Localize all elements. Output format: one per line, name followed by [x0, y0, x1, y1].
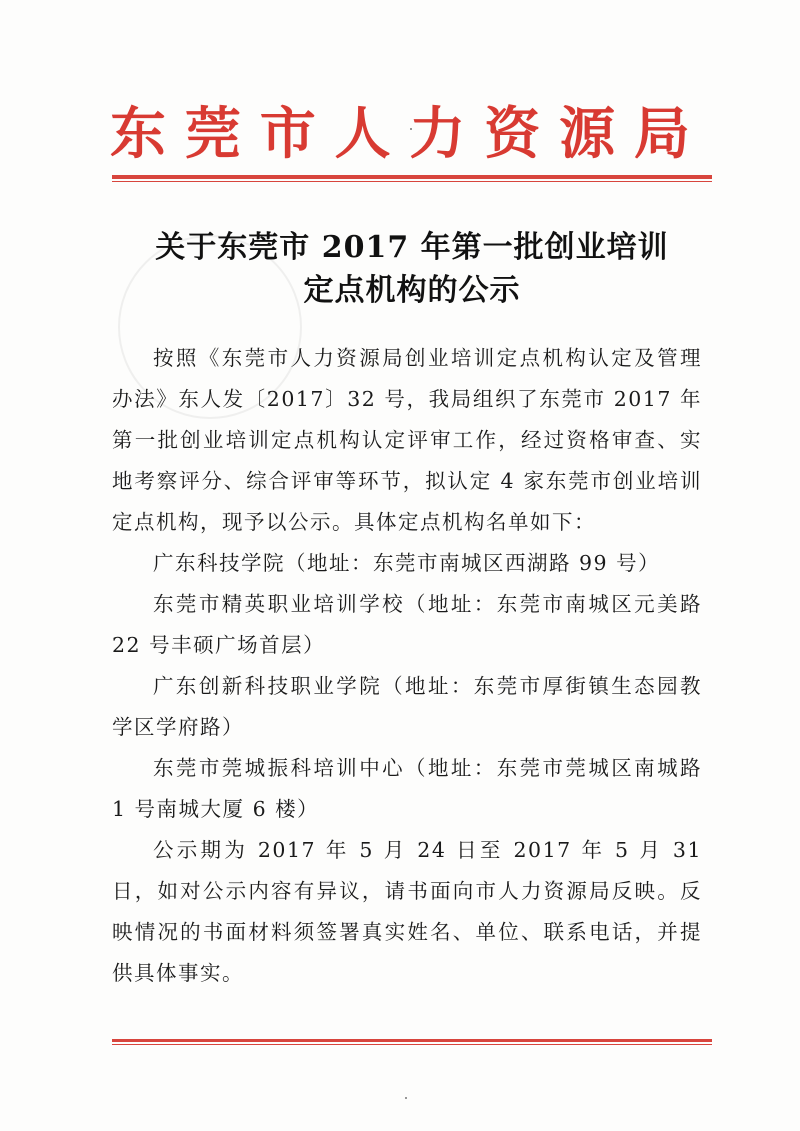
institution-item: 东莞市莞城振科培训中心（地址：东莞市莞城区南城路 1 号南城大厦 6 楼）: [112, 756, 702, 821]
document-title-line-1: 关于东莞市 2017 年第一批创业培训: [155, 230, 669, 265]
document-title-line-2: 定点机构的公示: [303, 273, 521, 308]
agency-letterhead: [110, 95, 690, 165]
institution-item: 东莞市精英职业培训学校（地址：东莞市南城区元美路 22 号丰硕广场首层）: [112, 592, 702, 657]
institution-item: 广东创新科技职业学院（地址：东莞市厚街镇生态园教学区学府路）: [112, 674, 702, 739]
letterhead-char: 东: [110, 101, 166, 167]
letterhead-rule-thick: [112, 175, 712, 179]
letterhead-char: 资: [484, 101, 541, 167]
institution-item: 广东科技学院（地址：东莞市南城区西湖路 99 号）: [153, 551, 661, 575]
body-paragraph-notice-period: 公示期为 2017 年 5 月 24 日至 2017 年 5 月 31 日，如对公示内容有异议，请书面向市人力资源局反映。反映情况的书面材料须签署真实姓名、单位、联系电话，并提供具体事实。: [112, 838, 702, 985]
document-body: [112, 338, 702, 994]
letterhead-char: 源: [559, 101, 616, 167]
scan-speck: [405, 1097, 407, 1099]
letterhead-char: 市: [259, 101, 316, 167]
letterhead-char: 人: [334, 101, 391, 167]
body-paragraph-intro: 按照《东莞市人力资源局创业培训定点机构认定及管理办法》东人发〔2017〕32 号，我局组织了东莞市 2017 年第一批创业培训定点机构认定评审工作，经过资格审查、实地考察评分、综合评审等环节，拟认定 4 家东莞市创业培训定点机构，现予以公示。具体定点机构名单如下：: [112, 346, 702, 534]
letterhead-char: 局: [633, 101, 690, 167]
footer-rule-thin: [112, 1044, 712, 1045]
letterhead-rule-thin: [112, 181, 712, 182]
footer-rule-thick: [112, 1039, 712, 1042]
letterhead-char: 力: [409, 101, 466, 167]
letterhead-char: 莞: [184, 101, 241, 167]
